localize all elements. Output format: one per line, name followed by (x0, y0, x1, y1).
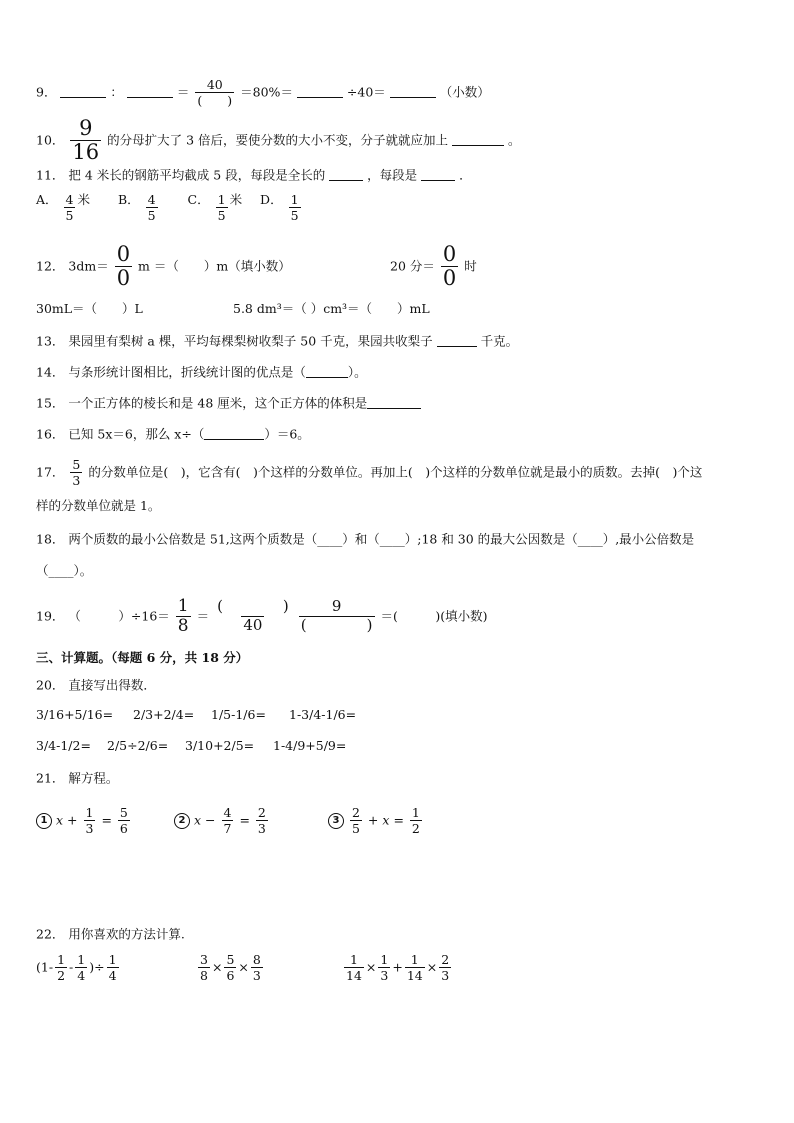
question-10: 10． $\frac{9}{16}$ 的分母扩大了 3 倍后，要使分数的大小不变，分子就就应加上 。 (36, 116, 521, 164)
option-a[interactable]: A． $\frac{4}{5}$ 米 (36, 192, 90, 224)
question-12-part-b: 20 分＝ $\frac{0}{0}$ 时 (390, 242, 477, 290)
answer-blank[interactable] (329, 179, 363, 181)
question-number: 17． (36, 464, 65, 480)
section-heading: 三、计算题。（每题 6 分，共 18 分） (36, 650, 249, 665)
question-number: 11． (36, 167, 65, 183)
option-b[interactable]: B． $\frac{4}{5}$ (117, 192, 156, 224)
answer-blank[interactable] (204, 438, 264, 440)
question-number: 16． (36, 426, 65, 442)
fraction[interactable]: $\frac{( )}{40}$ (217, 597, 289, 634)
question-21: 21． 解方程。 (36, 770, 119, 786)
equation-1[interactable]: 1 x + $\frac{1}{3}$ = $\frac{5}{6}$ (36, 806, 132, 835)
question-number: 13． (36, 333, 65, 349)
answer-blank[interactable] (452, 144, 504, 146)
question-number: 22． (36, 926, 65, 942)
question-number: 10． (36, 132, 65, 148)
question-20: 20． 直接写出得数． (36, 677, 156, 693)
answer-blank[interactable] (437, 345, 477, 347)
option-c[interactable]: C． $\frac{1}{5}$ 米 (187, 192, 243, 224)
fraction: $\frac{1}{8}$ (177, 596, 189, 636)
calc-item[interactable]: 2/3+2/4= (133, 707, 195, 722)
calc-item[interactable]: 1-4/9+5/9= (273, 738, 347, 753)
circled-number-1: 1 (36, 813, 52, 829)
question-16: 16． 已知 5x＝6，那么 x÷（ ）＝6。 (36, 426, 310, 442)
answer-blank[interactable] (390, 96, 436, 98)
fraction: $\frac{40}{( )}$ (197, 77, 233, 109)
fraction[interactable]: $\frac{0}{0}$ (116, 242, 131, 290)
question-11: 11． 把 4 米长的钢筋平均截成 5 段，每段是全长的 ，每段是 ． (36, 167, 472, 183)
calc-item[interactable]: 3/10+2/5= (185, 738, 255, 753)
expression-1[interactable]: (1- $\frac{1}{2}$ - $\frac{1}{4}$ )÷ $\frac{1}{4}$ (36, 952, 117, 984)
fraction: $\frac{9}{16}$ (72, 116, 100, 164)
question-number: 12． (36, 258, 65, 274)
question-17: 17． $\frac{5}{3}$ 的分数单位是( )，它含有( )个这样的分数单位。再加上( )个这样的分数单位就是最小的质数。去掉( )个这 (36, 457, 703, 489)
equation-2[interactable]: 2 x − $\frac{4}{7}$ = $\frac{2}{3}$ (174, 806, 270, 835)
calc-item[interactable]: 1-3/4-1/6= (289, 707, 357, 722)
answer-blank[interactable] (297, 96, 343, 98)
question-12-part-d: 5.8 dm³＝（ ）cm³＝（ ）mL (233, 301, 430, 316)
calc-item[interactable]: 3/16+5/16= (36, 707, 114, 722)
expression-3[interactable]: $\frac{1}{14}$ × $\frac{1}{3}$ + $\frac{1}{14}$ × $\frac{2}{3}$ (346, 952, 450, 984)
question-13: 13． 果园里有梨树 a 棵，平均每棵梨树收梨子 50 千克，果园共收梨子 千克。 (36, 333, 519, 349)
question-number: 20． (36, 677, 65, 693)
calc-item[interactable]: 1/5-1/6= (211, 707, 266, 722)
circled-number-3: 3 (328, 813, 344, 829)
question-14: 14． 与条形统计图相比，折线统计图的优点是（ ）。 (36, 364, 367, 380)
question-number: 14． (36, 364, 65, 380)
question-number: 9． (36, 84, 57, 100)
question-number: 21． (36, 770, 65, 786)
fraction: $\frac{5}{3}$ (72, 457, 81, 489)
answer-blank[interactable] (421, 179, 455, 181)
question-18: 18． 两个质数的最小公倍数是 51,这两个质数是（____）和（____）;18 和 30 的最大公因数是（____）,最小公倍数是 (36, 531, 695, 547)
question-number: 15． (36, 395, 65, 411)
question-18-cont[interactable]: （____）。 (36, 563, 93, 578)
question-9: 9． ： ＝ $\frac{40}{( )}$ ＝80%＝ ÷40＝ （小数） (36, 77, 490, 109)
expression-2[interactable]: $\frac{3}{8}$ × $\frac{5}{6}$ × $\frac{8}{3}$ (200, 952, 261, 984)
fraction[interactable]: $\frac{0}{0}$ (442, 242, 457, 290)
question-number: 19． (36, 608, 65, 624)
calc-item[interactable]: 3/4-1/2= (36, 738, 91, 753)
fraction[interactable]: $\frac{9}{( )}$ (300, 597, 373, 634)
answer-blank[interactable] (60, 96, 106, 98)
answer-blank[interactable] (367, 407, 421, 409)
equation-3[interactable]: 3 $\frac{2}{5}$ + x = $\frac{1}{2}$ (328, 806, 424, 835)
circled-number-2: 2 (174, 813, 190, 829)
question-15: 15． 一个正方体的棱长和是 48 厘米，这个正方体的体积是 (36, 397, 764, 410)
question-11-options (36, 193, 764, 222)
question-number: 18． (36, 531, 65, 547)
question-12: 12． 3dm＝ $\frac{0}{0}$ m ＝（ ）m（填小数） (36, 242, 291, 290)
answer-blank[interactable] (127, 96, 173, 98)
question-17-cont: 样的分数单位就是 1。 (36, 498, 161, 513)
question-19: 19． （ ）÷16＝ $\frac{1}{8}$ ＝ $\frac{( )}{40}$ $\frac{9}{( )}$ ＝( )(填小数) (36, 596, 488, 636)
question-22: 22． 用你喜欢的方法计算. (36, 926, 185, 942)
calc-item[interactable]: 2/5÷2/6= (107, 738, 169, 753)
option-d[interactable]: D． $\frac{1}{5}$ (260, 192, 299, 224)
answer-blank[interactable] (306, 376, 348, 378)
question-12-part-c: 30mL＝（ ）L (36, 301, 143, 316)
